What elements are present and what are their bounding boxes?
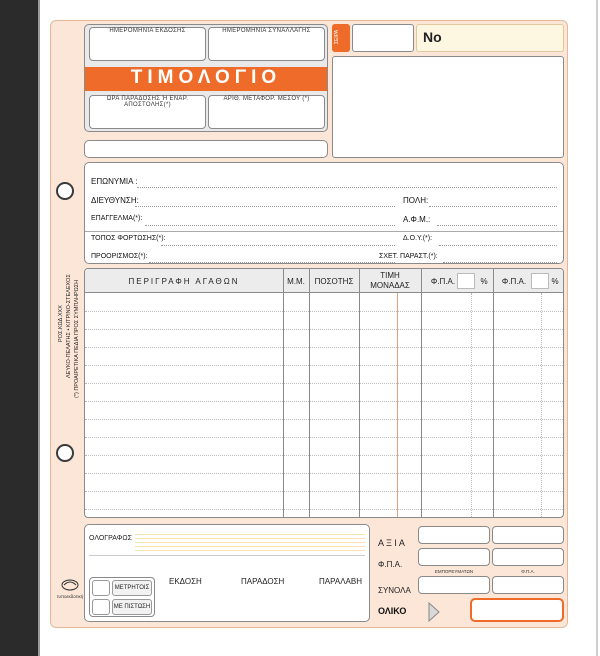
sign-delivery-label: ΠΑΡΑΔΟΣΗ	[241, 577, 285, 586]
table-row[interactable]	[85, 401, 563, 402]
customer-name-label: ΕΠΩΝΥΜΙΑ :	[91, 177, 138, 186]
customer-address-label: ΔΙΕΥΘΥΝΣΗ:	[91, 196, 139, 205]
in-words-field[interactable]	[135, 531, 365, 553]
sum-merch-field[interactable]	[418, 576, 490, 594]
table-row[interactable]	[85, 509, 563, 510]
decimal-divider	[397, 293, 398, 518]
cash-option[interactable]	[112, 580, 152, 596]
col-divider	[283, 269, 284, 518]
side-code: ΡΟΣ.ΚΩΔ.ΧΧΧ	[58, 305, 64, 342]
issue-date-label: ΗΜΕΡΟΜΗΝΙΑ ΕΚΔΟΣΗΣ	[109, 28, 186, 34]
merch-col-label: ΕΜΠΟΡΕΥΜΑΤΩΝ	[434, 569, 474, 574]
transaction-date-box[interactable]	[208, 27, 325, 61]
customer-city-line[interactable]	[429, 206, 557, 207]
credit-option[interactable]	[112, 599, 152, 615]
table-row[interactable]	[85, 455, 563, 456]
vehicle-no-box[interactable]	[208, 95, 325, 129]
table-row[interactable]	[85, 491, 563, 492]
table-row[interactable]	[85, 419, 563, 420]
arrow-right-icon	[428, 602, 440, 622]
customer-divider	[85, 231, 563, 232]
destination-label: ΠΡΟΟΡΙΣΜΟΣ(*):	[91, 253, 148, 260]
col-quantity: ΠΟΣΟΤΗΣ	[314, 277, 354, 286]
side-note: (*) ΠΡΟΑΙΡΕΤΙΚΑ ΠΕΔΙΑ ΠΡΟΣ ΣΥΜΠΛΗΡΩΣΗ	[74, 279, 80, 398]
table-row[interactable]	[85, 383, 563, 384]
grand-total-label: ΟΛΙΚΟ	[378, 606, 407, 616]
sum-vat-field[interactable]	[492, 576, 564, 594]
customer-vat-label: Α.Φ.Μ.:	[403, 215, 431, 224]
col-unit-price-1: ΤΙΜΗ	[380, 271, 400, 280]
number-label: No	[423, 29, 442, 45]
table-row[interactable]	[85, 311, 563, 312]
table-row[interactable]	[85, 437, 563, 438]
value-label: Α Ξ Ι Α	[378, 538, 405, 548]
customer-address-line[interactable]	[135, 206, 395, 207]
brand-name: τυποεκδοτική	[56, 594, 84, 599]
col-divider	[493, 269, 494, 518]
issue-date-box[interactable]	[89, 27, 206, 61]
col-vat-2-pct: %	[551, 277, 559, 286]
series-field[interactable]	[352, 24, 414, 52]
credit-checkbox[interactable]	[92, 599, 110, 615]
signature-block	[84, 524, 370, 622]
punch-hole-bottom	[56, 444, 74, 462]
vat-vat-field[interactable]	[492, 548, 564, 566]
customer-profession-label: ΕΠΑΓΓΕΛΜΑ(*):	[91, 215, 143, 222]
vat-total-label: Φ.Π.Α.	[378, 560, 403, 569]
tax-office-label: Δ.Ο.Υ.(*):	[403, 235, 433, 242]
customer-block	[84, 162, 564, 264]
decimal-divider	[471, 293, 472, 518]
col-unit-price-2: ΜΟΝΑΔΑΣ	[370, 281, 410, 290]
side-copies: ΛΕΥΚΟ-ΠΕΛΑΤΗΣ • ΚΙΤΡΙΝΟ-ΣΤΕΛΕΧΟΣ	[66, 274, 72, 378]
transaction-date-label: ΗΜΕΡΟΜΗΝΙΑ ΣΥΝΑΛΛΑΓΗΣ	[222, 28, 311, 34]
customer-city-label: ΠΟΛΗ:	[403, 196, 429, 205]
col-vat-2: Φ.Π.Α.	[501, 277, 527, 286]
credit-label: ΜΕ ΠΙΣΤΩΣΗ	[113, 604, 151, 610]
vat-col-label: Φ.Π.Α.	[521, 569, 535, 574]
in-words-label: ΟΛΟΓΡΑΦΩΣ	[89, 535, 132, 542]
series-label: ΣΕΙΡΑ	[334, 29, 340, 44]
vat-merch-field[interactable]	[418, 548, 490, 566]
punch-hole-top	[56, 182, 74, 200]
dispatch-time-box[interactable]	[89, 95, 206, 129]
tax-office-line[interactable]	[439, 245, 557, 246]
table-row[interactable]	[85, 329, 563, 330]
in-words-divider	[89, 555, 365, 556]
customer-vat-line[interactable]	[437, 225, 557, 226]
grand-total-field[interactable]	[470, 598, 564, 622]
dispatch-time-label: ΩΡΑ ΠΑΡΑΔΟΣΗΣ Ή ΕΝΑΡ. ΑΠΟΣΤΟΛΗΣ(*)	[106, 96, 189, 108]
sum-label: ΣΥΝΟΛΑ	[378, 586, 411, 595]
table-row[interactable]	[85, 347, 563, 348]
destination-line[interactable]	[149, 262, 395, 263]
vat-1-rate-box[interactable]	[457, 273, 475, 289]
header-extra-field[interactable]	[84, 140, 328, 158]
cash-label: ΜΕΤΡΗΤΟΙΣ	[114, 585, 150, 591]
brand-logo-icon	[58, 578, 82, 592]
cash-checkbox[interactable]	[92, 580, 110, 596]
payment-method-box	[89, 577, 155, 617]
related-doc-line[interactable]	[443, 262, 557, 263]
col-vat-1-pct: %	[480, 277, 488, 286]
related-doc-label: ΣΧΕΤ. ΠΑΡΑΣΤ.(*):	[379, 253, 438, 260]
col-divider	[421, 269, 422, 518]
col-divider	[359, 269, 360, 518]
customer-profession-line[interactable]	[145, 225, 395, 226]
header-block	[84, 24, 328, 132]
customer-name-line[interactable]	[137, 187, 557, 188]
document-title: ΤΙΜΟΛΟΓΙΟ	[85, 67, 327, 91]
col-description: ΠΕΡΙΓΡΑΦΗ ΑΓΑΘΩΝ	[128, 277, 240, 286]
loading-place-line[interactable]	[161, 245, 395, 246]
binding-spine	[0, 0, 38, 656]
table-row[interactable]	[85, 473, 563, 474]
sign-issue-label: ΕΚΔΟΣΗ	[169, 577, 202, 586]
series-tag	[332, 24, 350, 52]
sign-receipt-label: ΠΑΡΑΛΑΒΗ	[319, 577, 362, 586]
value-vat-field[interactable]	[492, 526, 564, 544]
col-unit: Μ.Μ.	[287, 277, 305, 286]
value-merch-field[interactable]	[418, 526, 490, 544]
decimal-divider	[541, 293, 542, 518]
loading-place-label: ΤΟΠΟΣ ΦΟΡΤΩΣΗΣ(*):	[91, 235, 166, 242]
issuer-info-box	[332, 56, 564, 158]
items-table	[84, 268, 564, 518]
number-field[interactable]	[416, 24, 564, 52]
col-vat-1: Φ.Π.Α.	[430, 277, 456, 286]
vehicle-no-label: ΑΡΙΘ. ΜΕΤΑΦΟΡ. ΜΕΣΟΥ (*)	[223, 96, 310, 102]
col-divider	[309, 269, 310, 518]
table-row[interactable]	[85, 365, 563, 366]
